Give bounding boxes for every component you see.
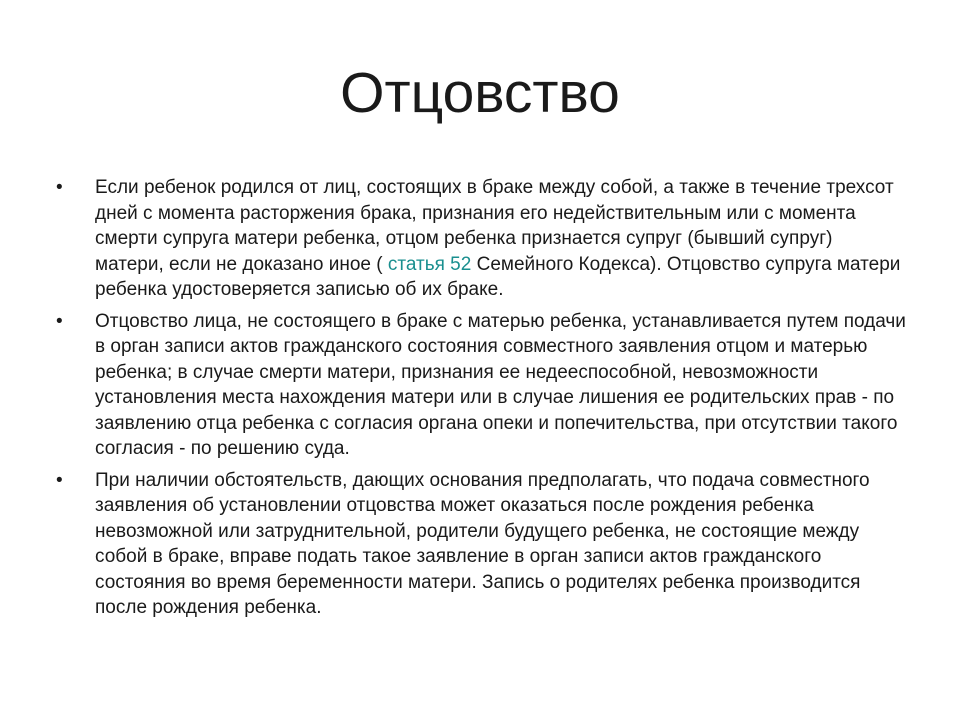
bullet-icon: • [56, 177, 63, 198]
bullet-item-2 [56, 309, 906, 462]
bullet-text-before: Если ребенок родился от лиц, состоящих в браке между собой, а также в течение трехсот дней с момента расторжения брака, признания его недействительным или с момента смерти супруга матери ребенка, отцом ребенка признается супруг (бывший супруг) матери, если не доказано иное ( [95, 177, 894, 275]
bullet-list [56, 175, 906, 627]
bullet-text: Отцовство лица, не состоящего в браке с матерью ребенка, устанавливается путем подачи в орган записи актов гражданского состояния совместного заявления отцом и матерью ребенка; в случае смерти матери, признания ее недееспособной, невозможности установления места нахождения матери или в случае лишения ее родительских прав - по заявлению отца ребенка с согласия органа опеки и попечительства, при отсутствии такого согласия - по решению суда. [95, 310, 906, 459]
bullet-item-3 [56, 468, 906, 621]
bullet-text: При наличии обстоятельств, дающих основания предполагать, что подача совместного заявления об установлении отцовства может оказаться после рождения ребенка невозможной или затруднительной, родители будущего ребенка, не состоящие между собой в браке, вправе подать такое заявление в орган записи актов гражданского состояния во время беременности матери. Запись о родителях ребенка производится после рождения ребенка. [95, 469, 870, 618]
bullet-item-1 [56, 175, 906, 303]
bullet-icon: • [56, 310, 63, 332]
slide-title: Отцовство [340, 61, 620, 125]
article-link[interactable]: статья 52 [382, 253, 472, 275]
bullet-text-after: Семейного Кодекса). Отцовство супруга матери ребенка удостоверяется записью об их браке. [95, 253, 901, 300]
bullet-icon: • [56, 469, 63, 491]
